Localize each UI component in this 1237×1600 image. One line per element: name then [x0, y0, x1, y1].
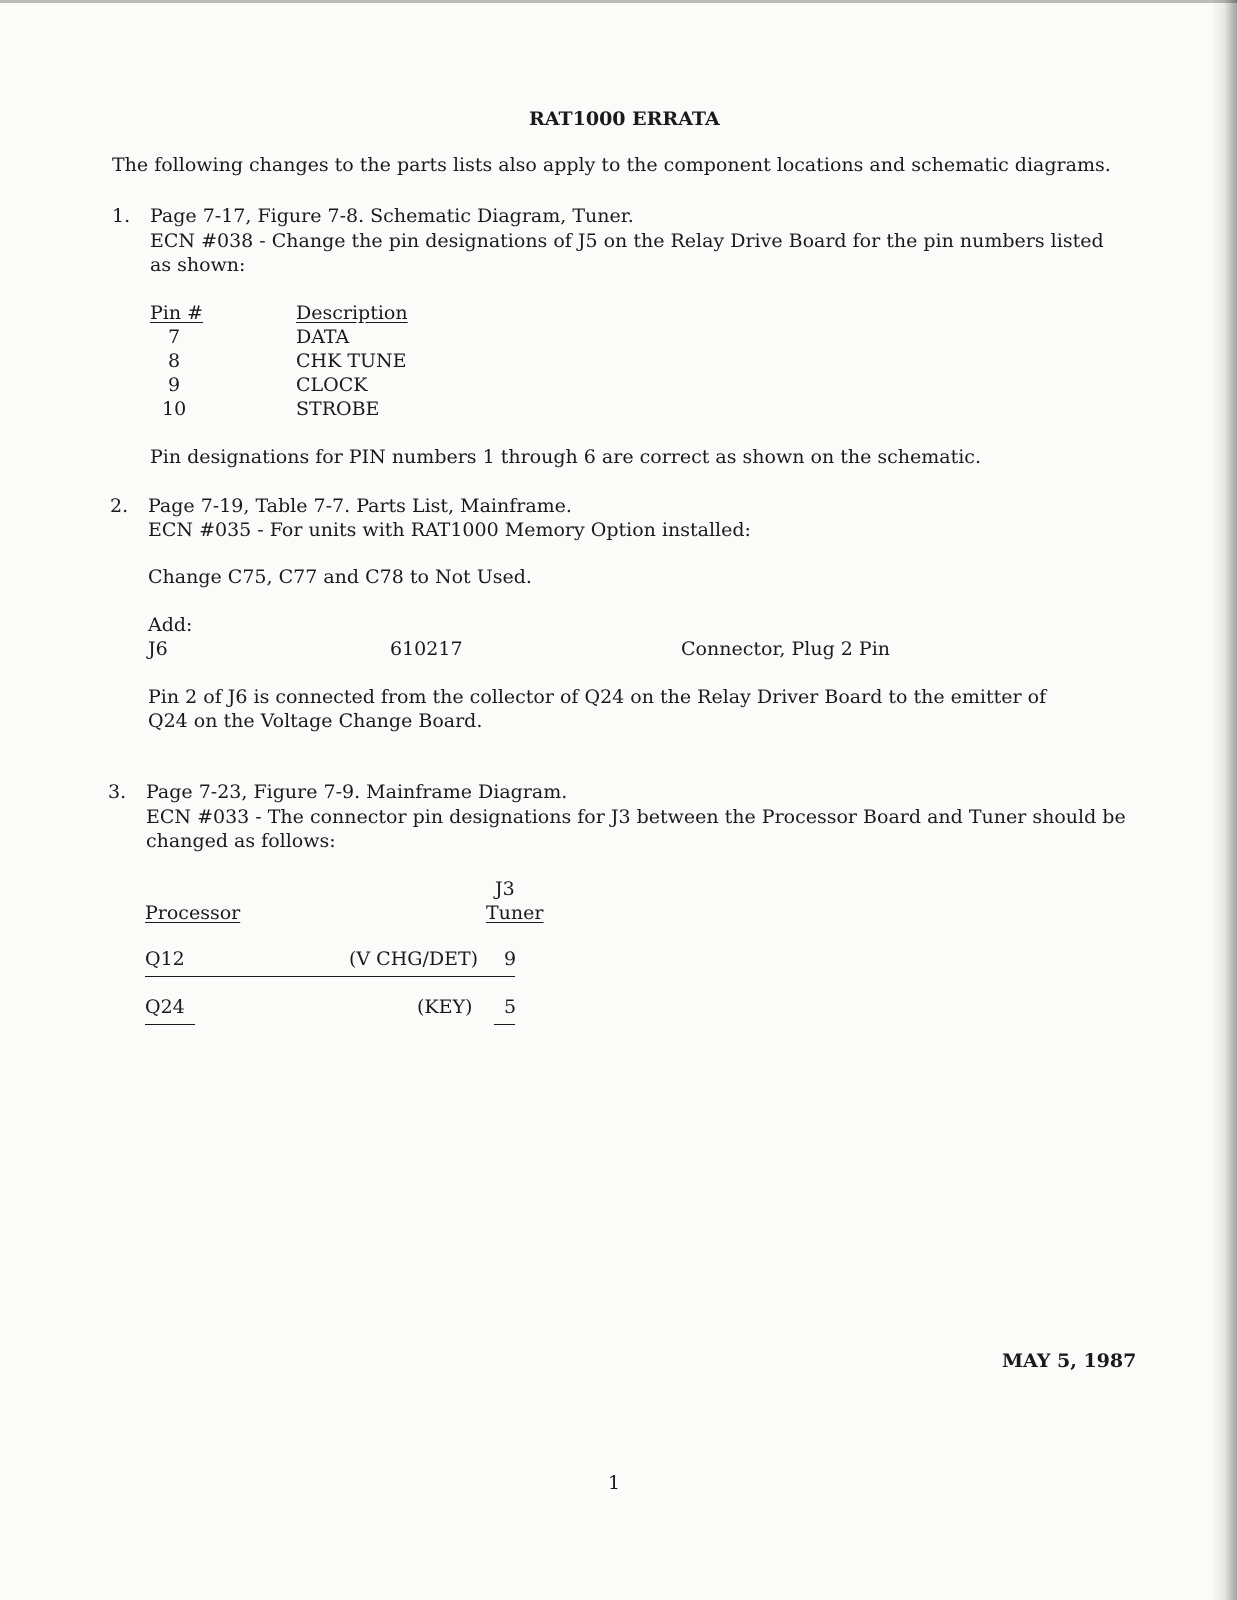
pin-table-header-desc: Description: [296, 302, 408, 324]
item-2-note-line1: Pin 2 of J6 is connected from the collector of Q24 on the Relay Driver Board to the emitter of: [148, 686, 1047, 708]
pin-table-row-desc: CHK TUNE: [296, 350, 407, 372]
pin-table-row-pin: 8: [168, 350, 181, 372]
item-2-heading: Page 7-19, Table 7-7. Parts List, Mainframe.: [148, 495, 572, 517]
page-number: 1: [608, 1472, 621, 1494]
pin-table-row-desc: DATA: [296, 326, 350, 348]
page-top-edge: [0, 0, 1237, 3]
pin-table-header-pin: Pin #: [150, 302, 204, 324]
pin-table-row-pin: 7: [168, 326, 181, 348]
item-3-ecn-line2: changed as follows:: [146, 830, 336, 852]
item-1-ecn-line2: as shown:: [150, 254, 246, 276]
intro-text: The following changes to the parts lists also apply to the component locations and schematic diagrams.: [112, 154, 1111, 176]
item-1-ecn-line1: ECN #038 - Change the pin designations of J5 on the Relay Drive Board for the pin numbers listed: [150, 230, 1104, 252]
item-2-note-line2: Q24 on the Voltage Change Board.: [148, 710, 483, 732]
connector-table-row-pin: 9: [504, 948, 517, 970]
item-2-part-ref: J6: [148, 638, 168, 660]
pin-table-row-desc: CLOCK: [296, 374, 368, 396]
connector-table-row-proc: Q24: [145, 996, 185, 1018]
item-2-change: Change C75, C77 and C78 to Not Used.: [148, 566, 532, 588]
connector-table-row-rule: [494, 1024, 515, 1025]
pin-table-row-pin: 9: [168, 374, 181, 396]
item-3-ecn-line1: ECN #033 - The connector pin designations for J3 between the Processor Board and Tuner should be: [146, 806, 1126, 828]
connector-table-j3: J3: [495, 878, 515, 900]
item-1-note: Pin designations for PIN numbers 1 through 6 are correct as shown on the schematic.: [150, 446, 981, 468]
pin-table-row-desc: STROBE: [296, 398, 380, 420]
item-1-heading: Page 7-17, Figure 7-8. Schematic Diagram, Tuner.: [150, 205, 634, 227]
connector-table-row-rule: [145, 976, 515, 977]
connector-table-row-signal: (KEY): [417, 996, 473, 1018]
connector-table-header-processor: Processor: [145, 902, 241, 924]
document-date: MAY 5, 1987: [1002, 1350, 1137, 1372]
connector-table-row-signal: (V CHG/DET): [349, 948, 479, 970]
document-title: RAT1000 ERRATA: [529, 108, 720, 130]
item-3-heading: Page 7-23, Figure 7-9. Mainframe Diagram.: [146, 781, 568, 803]
connector-table-row-rule: [145, 1024, 195, 1025]
connector-table-header-tuner: Tuner: [486, 902, 544, 924]
item-2-part-number: 610217: [390, 638, 463, 660]
item-2-add-label: Add:: [148, 614, 193, 636]
connector-table-row-pin: 5: [504, 996, 517, 1018]
item-2-ecn-line1: ECN #035 - For units with RAT1000 Memory Option installed:: [148, 519, 751, 541]
item-2-number: 2.: [110, 495, 129, 517]
item-2-part-desc: Connector, Plug 2 Pin: [681, 638, 891, 660]
item-3-number: 3.: [108, 781, 127, 803]
connector-table-row-proc: Q12: [145, 948, 185, 970]
item-1-number: 1.: [112, 205, 131, 227]
pin-table-row-pin: 10: [162, 398, 187, 420]
page-right-edge: [1211, 0, 1237, 1600]
